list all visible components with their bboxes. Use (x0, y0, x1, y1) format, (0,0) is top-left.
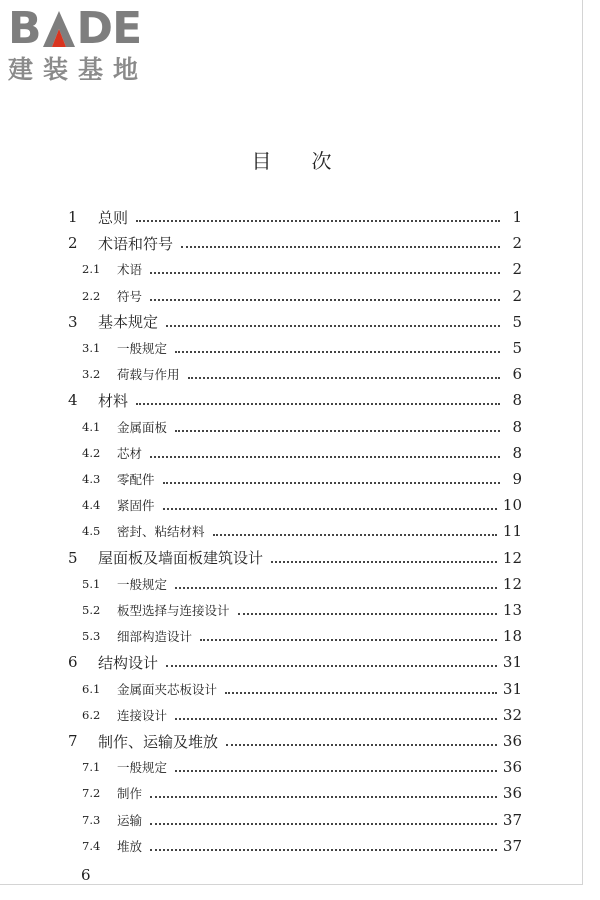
toc-chapter-row[interactable] (66, 231, 522, 255)
toc-section-row[interactable] (66, 441, 522, 465)
toc-entry-page: 5 (512, 312, 522, 331)
toc-entry-label: 结构设计 (98, 653, 159, 672)
toc-dot-leader (150, 823, 497, 825)
toc-entry-number: 4.1 (82, 419, 101, 434)
toc-entry-page: 32 (502, 705, 522, 724)
toc-chapter-row[interactable] (66, 729, 522, 753)
logo-a-triangle-icon (42, 7, 76, 51)
toc-entry-number: 4 (68, 391, 78, 410)
toc-entry-number: 6.2 (82, 707, 101, 722)
toc-entry-number: 4.2 (82, 445, 101, 460)
toc-section-row[interactable] (66, 362, 522, 386)
toc-entry-label: 堆放 (117, 838, 143, 854)
toc-dot-leader (213, 534, 497, 536)
toc-dot-leader (225, 692, 497, 694)
toc-dot-leader (166, 325, 500, 327)
toc-entry-page: 13 (502, 601, 522, 619)
toc-entry-page: 5 (512, 339, 522, 357)
toc-chapter-row[interactable] (66, 546, 522, 570)
page-number: 6 (81, 866, 91, 884)
toc-dot-leader (150, 272, 500, 274)
toc-section-row[interactable] (66, 467, 522, 491)
toc-entry-number: 1 (68, 208, 78, 226)
toc-entry-label: 一般规定 (117, 760, 168, 776)
toc-entry-label: 符号 (117, 288, 143, 304)
toc-entry-page: 36 (502, 784, 522, 803)
toc-entry-label: 连接设计 (117, 707, 168, 723)
toc-dot-leader (175, 587, 497, 589)
toc-entry-number: 4.4 (82, 498, 101, 513)
toc-entry-label: 芯材 (117, 445, 143, 461)
toc-entry-number: 5.3 (82, 629, 101, 644)
toc-entry-page: 2 (512, 234, 522, 253)
toc-dot-leader (150, 299, 500, 301)
toc-entry-page: 2 (512, 260, 522, 279)
toc-entry-number: 7.2 (82, 786, 101, 801)
toc-entry-number: 2.2 (82, 288, 101, 303)
toc-entry-label: 制作 (117, 786, 143, 802)
toc-entry-number: 6 (68, 653, 78, 672)
toc-dot-leader (136, 403, 500, 405)
toc-dot-leader (150, 796, 497, 798)
toc-entry-number: 5 (68, 548, 78, 567)
toc-entry-number: 3 (68, 312, 78, 331)
logo-wordmark (8, 5, 178, 53)
toc-section-row[interactable] (66, 284, 522, 308)
toc-entry-page: 8 (512, 417, 522, 436)
toc-dot-leader (181, 246, 500, 248)
page-edge-right (582, 0, 583, 884)
toc-dot-leader (271, 561, 497, 563)
toc-entry-number: 6.1 (82, 681, 101, 696)
toc-entry-page: 12 (502, 548, 522, 567)
toc-entry-number: 5.2 (82, 603, 101, 617)
toc-dot-leader (175, 351, 500, 353)
toc-dot-leader (226, 744, 497, 746)
toc-dot-leader (150, 849, 497, 851)
toc-dot-leader (166, 665, 497, 667)
toc-entry-page: 36 (502, 732, 522, 750)
toc-dot-leader (188, 377, 500, 379)
toc-entry-page: 6 (512, 365, 522, 384)
toc-entry-label: 板型选择与连接设计 (117, 603, 230, 618)
toc-chapter-row[interactable] (66, 650, 522, 674)
toc-entry-page: 1 (512, 208, 522, 226)
toc-entry-number: 7.3 (82, 812, 101, 827)
toc-section-row[interactable] (66, 781, 522, 805)
toc-entry-label: 基本规定 (98, 313, 159, 332)
bade-logo (8, 5, 178, 86)
toc-dot-leader (238, 613, 497, 615)
toc-section-row[interactable] (66, 519, 522, 543)
toc-entry-page: 37 (502, 810, 522, 829)
toc-entry-page: 8 (512, 443, 522, 462)
page-title: 目次 (251, 149, 372, 173)
page-edge-bottom (0, 884, 583, 885)
toc-entry-page: 31 (502, 679, 522, 698)
toc-entry-label: 术语和符号 (98, 234, 174, 253)
toc-section-row[interactable] (66, 677, 522, 701)
toc-entry-label: 金属面板 (117, 419, 168, 435)
toc-entry-label: 运输 (117, 812, 143, 828)
toc-section-row[interactable] (66, 624, 522, 648)
toc-entry-number: 5.1 (82, 576, 101, 591)
toc-section-row[interactable] (66, 755, 522, 779)
toc-entry-page: 2 (512, 286, 522, 305)
toc-entry-label: 总则 (98, 208, 129, 227)
toc-entry-label: 一般规定 (117, 576, 168, 592)
toc-entry-number: 7.4 (82, 838, 101, 853)
toc-entry-page: 12 (502, 574, 522, 593)
toc-dot-leader (175, 770, 497, 772)
toc-entry-label: 密封、粘结材料 (117, 524, 205, 540)
toc-entry-page: 11 (502, 522, 522, 541)
toc-dot-leader (163, 482, 500, 484)
toc-chapter-row[interactable] (66, 205, 522, 229)
toc-entry-label: 金属面夹芯板设计 (117, 681, 218, 697)
logo-letters-prefix: B (8, 3, 41, 54)
toc-entry-page: 36 (502, 758, 522, 777)
toc-chapter-row[interactable] (66, 310, 522, 334)
toc-dot-leader (136, 220, 500, 222)
toc-entry-label: 细部构造设计 (117, 629, 193, 645)
toc-chapter-row[interactable] (66, 388, 522, 412)
toc-entry-label: 制作、运输及堆放 (98, 732, 219, 751)
toc-entry-label: 材料 (98, 391, 129, 410)
toc-section-row[interactable] (66, 257, 522, 281)
toc-entry-label: 一般规定 (117, 341, 168, 356)
toc-entry-label: 紧固件 (117, 498, 155, 514)
toc-entry-page: 10 (502, 496, 522, 515)
toc-dot-leader (150, 456, 500, 458)
toc-section-row[interactable] (66, 572, 522, 596)
toc-entry-page: 18 (502, 627, 522, 646)
toc-entry-page: 8 (512, 391, 522, 410)
toc-entry-number: 4.3 (82, 472, 101, 486)
toc-entry-label: 荷载与作用 (117, 367, 180, 383)
toc-dot-leader (200, 639, 497, 641)
toc-section-row[interactable] (66, 834, 522, 858)
toc-entry-page: 31 (502, 653, 522, 672)
toc-entry-label: 零配件 (117, 472, 155, 487)
toc-entry-number: 3.1 (82, 341, 101, 355)
toc-dot-leader (163, 508, 497, 510)
toc-entry-number: 3.2 (82, 367, 101, 382)
toc-entry-page: 9 (512, 470, 522, 488)
toc-dot-leader (175, 430, 500, 432)
toc-section-row[interactable] (66, 703, 522, 727)
toc-dot-leader (175, 718, 497, 720)
toc-entry-number: 2 (68, 234, 78, 253)
toc-entry-number: 2.1 (82, 262, 101, 277)
toc-section-row[interactable] (66, 598, 522, 622)
toc-entry-number: 4.5 (82, 524, 101, 539)
toc-entry-label: 屋面板及墙面板建筑设计 (98, 549, 264, 568)
toc-section-row[interactable] (66, 808, 522, 832)
toc-section-row[interactable] (66, 493, 522, 517)
logo-letters-suffix: DE (76, 3, 142, 54)
toc-section-row[interactable] (66, 336, 522, 360)
toc-entry-page: 37 (502, 836, 522, 855)
toc-entry-number: 7.1 (82, 760, 101, 775)
toc-section-row[interactable] (66, 415, 522, 439)
toc-entry-label: 术语 (117, 262, 143, 278)
logo-subtitle: 建装基地 (8, 55, 149, 84)
toc-entry-number: 7 (68, 732, 78, 750)
